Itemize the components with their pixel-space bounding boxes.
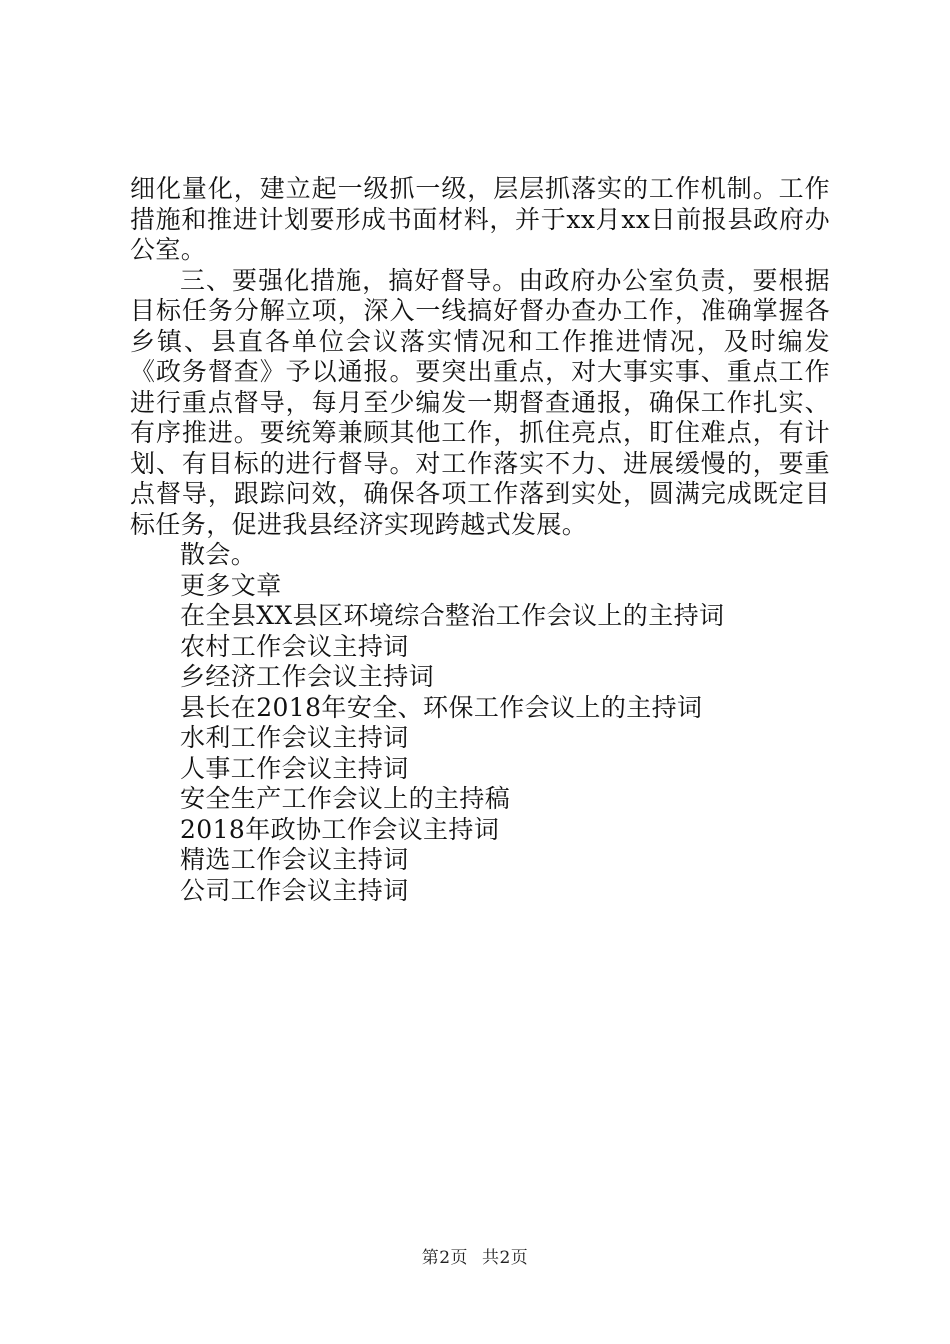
article-link[interactable]: 农村工作会议主持词: [180, 631, 409, 661]
page-total: 共2页: [481, 1248, 529, 1268]
article-link[interactable]: 乡经济工作会议主持词: [180, 662, 435, 691]
more-articles-heading: 更多文章: [180, 570, 282, 600]
page-number: 第2页: [421, 1248, 469, 1268]
paragraph-supervision: 三、要强化措施，搞好督导。由政府办公室负责，要根据目标任务分解立项，深入一线搞好督办查办工作，准确掌握各乡镇、县直各单位会议落实情况和工作推进情况，及时编发《政务督查》予以通报。要突出重点，对大事实事、重点工作进行重点督导，每月至少编发一期督查通报，确保工作扎实、有序推进。要统筹兼顾其他工作，抓住亮点，盯住难点，有计划、有目标的进行督导。对工作落实不力、进展缓慢的，要重点督导，跟踪问效，确保各项工作落到实处，圆满完成既定目标任务，促进我县经济实现跨越式发展。: [130, 265, 830, 539]
more-articles-list: [130, 601, 830, 906]
paragraph-continuation: 细化量化，建立起一级抓一级，层层抓落实的工作机制。工作措施和推进计划要形成书面材料，并于xx月xx日前报县政府办公室。: [130, 174, 830, 264]
article-link[interactable]: 2018年政协工作会议主持词: [180, 814, 500, 844]
article-link[interactable]: 县长在2018年安全、环保工作会议上的主持词: [180, 692, 703, 722]
article-link[interactable]: 人事工作会议主持词: [180, 753, 409, 783]
page-footer: [0, 1243, 950, 1268]
article-link[interactable]: 安全生产工作会议上的主持稿: [180, 784, 511, 813]
article-link[interactable]: 公司工作会议主持词: [180, 875, 409, 905]
article-link[interactable]: 在全县XX县区环境综合整治工作会议上的主持词: [180, 601, 725, 630]
document-body: [130, 174, 830, 906]
closing-line: 散会。: [180, 540, 257, 569]
article-link[interactable]: 水利工作会议主持词: [180, 723, 409, 752]
article-link[interactable]: 精选工作会议主持词: [180, 845, 409, 874]
